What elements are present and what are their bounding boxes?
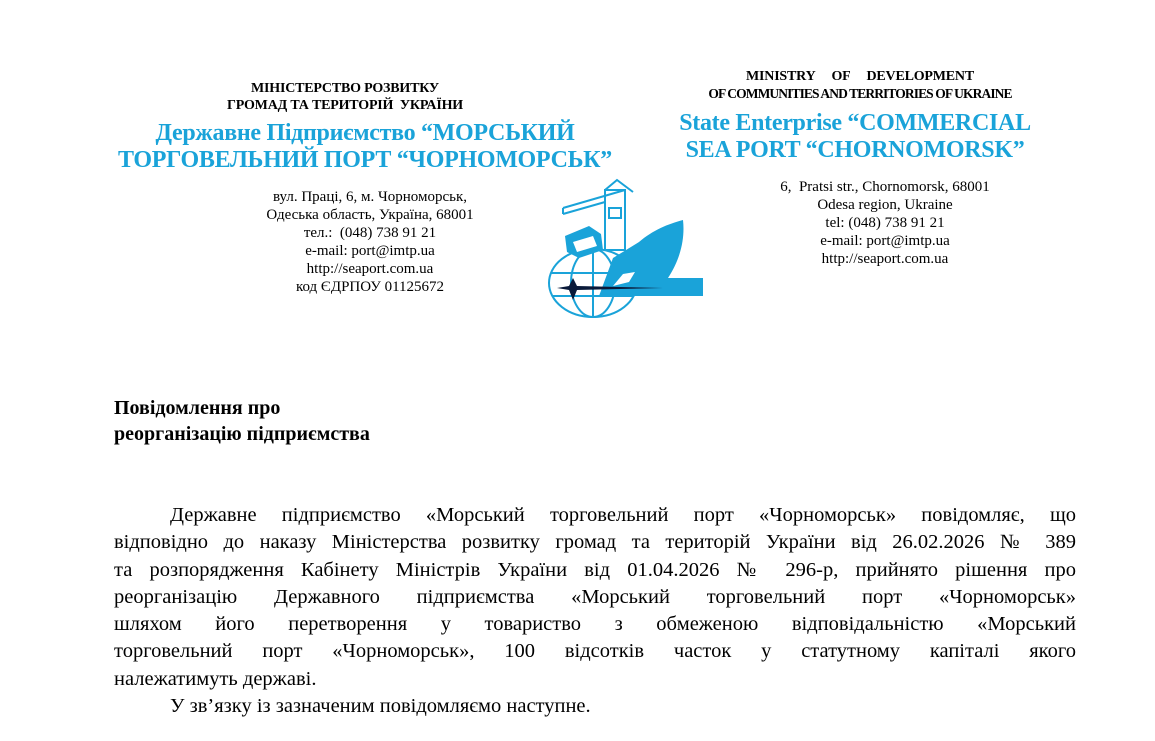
- paragraph-2: У зв’язку із зазначеним повідомляємо наступне.: [170, 695, 591, 718]
- enterprise-name-en: State Enterprise “COMMERCIAL SEA PORT “CHORNOMORSK”: [679, 110, 1031, 163]
- enterprise-name-ua: Державне Підприємство “МОРСЬКИЙ ТОРГОВЕЛЬНИЙ ПОРТ “ЧОРНОМОРСЬК”: [118, 120, 612, 173]
- address-block-ua: вул. Праці, 6, м. Чорноморськ, Одеська область, Україна, 68001 тел.: (048) 738 91 21 e-mail: port@imtp.ua http://seaport.com.ua код ЄДРПОУ 01125672: [215, 188, 525, 296]
- document-body: [114, 502, 1076, 720]
- email-link-en: e-mail: port@imtp.ua: [820, 233, 950, 249]
- ministry-name-en: MINISTRY OF DEVELOPMENT OF COMMUNITIES AND TERRITORIES OF UKRAINE: [708, 69, 1012, 101]
- port-logo-icon: [543, 178, 703, 328]
- document-title: Повідомлення про реорганізацію підприємства: [114, 397, 370, 445]
- paragraph-1: Державне підприємство «Морський торговельний порт «Чорноморськ» повідомляє, що відповідно до наказу Міністерства розвитку громад та територій України від 26.02.2026 № 389 та розпорядження Кабінету Міністрів України від 01.04.2026 № 296-р, прийнято рішення про реорганізацію Державного підприємства «Морський торговельний порт «Чорноморськ» шляхом його перетворення у товариство з обмеженою відповідальністю «Морський торговельний порт «Чорноморськ», 100 відсотків часток у статутному капіталі якого належатимуть державі.: [114, 504, 1076, 690]
- ministry-name-ua: МІНІСТЕРСТВО РОЗВИТКУ ГРОМАД ТА ТЕРИТОРІЙ УКРАЇНИ: [227, 81, 463, 113]
- website-link-ua: http://seaport.com.ua: [306, 261, 434, 277]
- website-link-en: http://seaport.com.ua: [821, 251, 949, 267]
- address-block-en: 6, Pratsi str., Chornomorsk, 68001 Odesa region, Ukraine tel: (048) 738 91 21 e-mail: port@imtp.ua http://seaport.com.ua: [720, 178, 1050, 268]
- email-link-ua: e-mail: port@imtp.ua: [305, 243, 435, 259]
